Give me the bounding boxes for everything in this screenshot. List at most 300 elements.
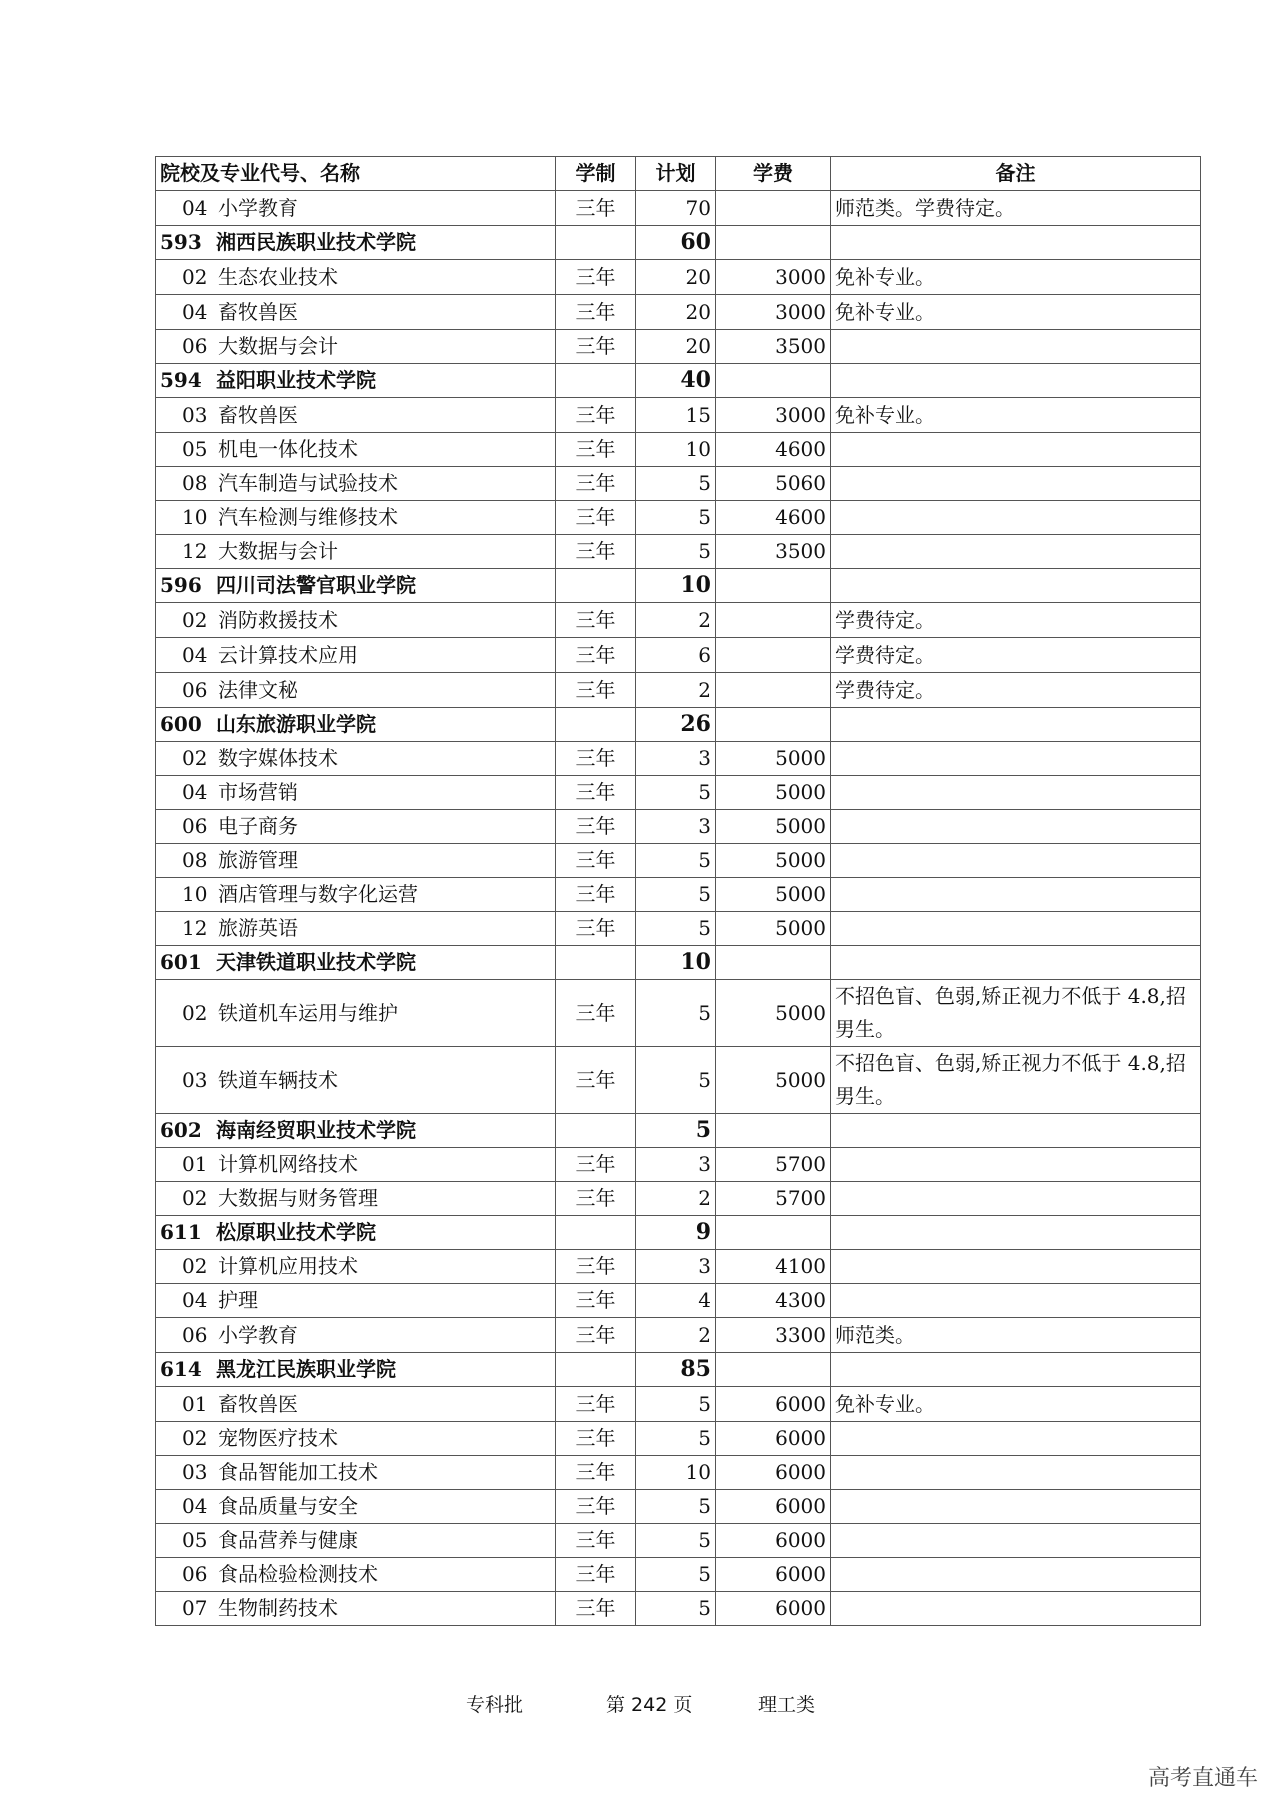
school-name: 天津铁道职业技术学院 xyxy=(216,950,416,974)
school-note-cell xyxy=(831,946,1201,980)
major-xuezhi: 三年 xyxy=(556,1387,636,1422)
major-xuezhi: 三年 xyxy=(556,1284,636,1318)
major-name: 计算机应用技术 xyxy=(218,1254,358,1278)
major-xuezhi: 三年 xyxy=(556,638,636,673)
major-fee: 4100 xyxy=(716,1250,831,1284)
major-code: 10 xyxy=(182,882,208,906)
major-row xyxy=(156,912,1201,946)
major-xuezhi: 三年 xyxy=(556,398,636,433)
major-code: 05 xyxy=(182,437,208,461)
major-name-cell xyxy=(156,1318,556,1353)
major-plan: 5 xyxy=(636,1387,716,1422)
major-name-cell xyxy=(156,810,556,844)
major-xuezhi: 三年 xyxy=(556,1318,636,1353)
major-code: 06 xyxy=(182,814,208,838)
major-row xyxy=(156,742,1201,776)
major-name: 食品质量与安全 xyxy=(218,1494,358,1518)
major-plan: 5 xyxy=(636,878,716,912)
major-fee: 3000 xyxy=(716,260,831,295)
school-row xyxy=(156,1353,1201,1387)
major-code: 04 xyxy=(182,299,208,324)
major-row xyxy=(156,980,1201,1047)
major-note xyxy=(831,1490,1201,1524)
major-code: 02 xyxy=(182,746,208,770)
major-note: 免补专业。 xyxy=(831,398,1201,433)
school-plan-total: 9 xyxy=(636,1216,716,1250)
school-fee-cell xyxy=(716,1353,831,1387)
major-fee: 4600 xyxy=(716,433,831,467)
major-name: 酒店管理与数字化运营 xyxy=(218,882,418,906)
school-name: 海南经贸职业技术学院 xyxy=(216,1118,416,1142)
major-fee: 5000 xyxy=(716,912,831,946)
major-name-cell xyxy=(156,260,556,295)
school-plan-total: 10 xyxy=(636,569,716,603)
major-note: 免补专业。 xyxy=(831,1387,1201,1422)
school-name-cell xyxy=(156,708,556,742)
major-plan: 2 xyxy=(636,1182,716,1216)
major-xuezhi: 三年 xyxy=(556,535,636,569)
major-note: 师范类。学费待定。 xyxy=(831,191,1201,226)
major-note xyxy=(831,467,1201,501)
major-fee xyxy=(716,673,831,708)
major-code: 02 xyxy=(182,607,208,632)
major-row xyxy=(156,1284,1201,1318)
major-note xyxy=(831,535,1201,569)
major-name-cell xyxy=(156,673,556,708)
major-row xyxy=(156,1148,1201,1182)
header-fee: 学费 xyxy=(716,157,831,191)
major-note xyxy=(831,844,1201,878)
school-xuezhi-cell xyxy=(556,226,636,260)
school-row xyxy=(156,569,1201,603)
major-name: 消防救援技术 xyxy=(218,607,338,632)
major-name: 畜牧兽医 xyxy=(218,1391,298,1416)
major-xuezhi: 三年 xyxy=(556,1524,636,1558)
major-name: 市场营销 xyxy=(218,780,298,804)
major-row xyxy=(156,673,1201,708)
school-xuezhi-cell xyxy=(556,1114,636,1148)
major-name: 小学教育 xyxy=(218,1322,298,1347)
major-fee: 6000 xyxy=(716,1490,831,1524)
school-plan-total: 10 xyxy=(636,946,716,980)
major-plan: 4 xyxy=(636,1284,716,1318)
school-xuezhi-cell xyxy=(556,569,636,603)
major-row xyxy=(156,1422,1201,1456)
major-name: 铁道机车运用与维护 xyxy=(218,1000,398,1025)
major-row xyxy=(156,638,1201,673)
school-fee-cell xyxy=(716,708,831,742)
school-xuezhi-cell xyxy=(556,946,636,980)
major-row xyxy=(156,1250,1201,1284)
major-xuezhi: 三年 xyxy=(556,1047,636,1114)
major-fee: 3000 xyxy=(716,295,831,330)
major-note: 学费待定。 xyxy=(831,638,1201,673)
major-row xyxy=(156,776,1201,810)
school-fee-cell xyxy=(716,1114,831,1148)
major-fee xyxy=(716,638,831,673)
major-xuezhi: 三年 xyxy=(556,673,636,708)
major-xuezhi: 三年 xyxy=(556,1558,636,1592)
major-plan: 2 xyxy=(636,603,716,638)
major-name: 小学教育 xyxy=(218,195,298,220)
major-plan: 20 xyxy=(636,295,716,330)
major-row xyxy=(156,1524,1201,1558)
major-fee: 6000 xyxy=(716,1524,831,1558)
major-row xyxy=(156,878,1201,912)
major-name-cell xyxy=(156,1490,556,1524)
major-xuezhi: 三年 xyxy=(556,330,636,364)
school-row xyxy=(156,226,1201,260)
school-name-cell xyxy=(156,226,556,260)
major-name-cell xyxy=(156,1422,556,1456)
school-name-cell xyxy=(156,569,556,603)
major-note: 学费待定。 xyxy=(831,673,1201,708)
major-name: 畜牧兽医 xyxy=(218,402,298,427)
major-xuezhi: 三年 xyxy=(556,912,636,946)
major-xuezhi: 三年 xyxy=(556,295,636,330)
watermark: 高考直通车 xyxy=(1147,1766,1258,1791)
major-code: 12 xyxy=(182,539,208,563)
school-name: 益阳职业技术学院 xyxy=(216,368,376,392)
school-name-cell xyxy=(156,946,556,980)
major-note xyxy=(831,1422,1201,1456)
major-fee: 6000 xyxy=(716,1558,831,1592)
major-xuezhi: 三年 xyxy=(556,1592,636,1626)
major-fee: 6000 xyxy=(716,1456,831,1490)
major-plan: 5 xyxy=(636,467,716,501)
major-name: 电子商务 xyxy=(218,814,298,838)
major-code: 10 xyxy=(182,505,208,529)
major-name-cell xyxy=(156,398,556,433)
school-name-cell xyxy=(156,1216,556,1250)
major-row xyxy=(156,1456,1201,1490)
major-fee: 4600 xyxy=(716,501,831,535)
major-xuezhi: 三年 xyxy=(556,1490,636,1524)
school-note-cell xyxy=(831,364,1201,398)
major-code: 05 xyxy=(182,1528,208,1552)
footer-category: 理工类 xyxy=(758,1694,816,1716)
major-plan: 3 xyxy=(636,1250,716,1284)
major-plan: 5 xyxy=(636,912,716,946)
major-name-cell xyxy=(156,1592,556,1626)
major-code: 03 xyxy=(182,402,208,427)
major-note xyxy=(831,912,1201,946)
major-code: 06 xyxy=(182,1322,208,1347)
major-note: 不招色盲、色弱,矫正视力不低于 4.8,招男生。 xyxy=(831,980,1201,1047)
major-plan: 5 xyxy=(636,501,716,535)
major-note xyxy=(831,1182,1201,1216)
header-plan: 计划 xyxy=(636,157,716,191)
major-code: 02 xyxy=(182,1186,208,1210)
school-name: 四川司法警官职业学院 xyxy=(216,573,416,597)
major-fee: 6000 xyxy=(716,1592,831,1626)
major-plan: 5 xyxy=(636,1558,716,1592)
major-code: 02 xyxy=(182,1000,208,1025)
major-fee: 5700 xyxy=(716,1182,831,1216)
school-code: 611 xyxy=(160,1220,202,1244)
major-xuezhi: 三年 xyxy=(556,433,636,467)
major-name: 机电一体化技术 xyxy=(218,437,358,461)
major-plan: 3 xyxy=(636,742,716,776)
major-note: 免补专业。 xyxy=(831,295,1201,330)
major-fee: 3000 xyxy=(716,398,831,433)
major-plan: 20 xyxy=(636,260,716,295)
major-plan: 6 xyxy=(636,638,716,673)
major-code: 03 xyxy=(182,1067,208,1092)
major-name-cell xyxy=(156,1047,556,1114)
major-note: 免补专业。 xyxy=(831,260,1201,295)
major-name-cell xyxy=(156,638,556,673)
major-plan: 5 xyxy=(636,1592,716,1626)
major-plan: 3 xyxy=(636,1148,716,1182)
major-plan: 5 xyxy=(636,1047,716,1114)
major-xuezhi: 三年 xyxy=(556,603,636,638)
major-row xyxy=(156,1318,1201,1353)
school-note-cell xyxy=(831,226,1201,260)
major-plan: 3 xyxy=(636,810,716,844)
major-code: 12 xyxy=(182,916,208,940)
major-name: 铁道车辆技术 xyxy=(218,1067,338,1092)
major-fee: 5700 xyxy=(716,1148,831,1182)
major-name-cell xyxy=(156,776,556,810)
major-note xyxy=(831,330,1201,364)
admission-plan-table xyxy=(155,156,1201,1626)
major-code: 04 xyxy=(182,642,208,667)
major-fee: 5060 xyxy=(716,467,831,501)
major-plan: 2 xyxy=(636,1318,716,1353)
school-code: 601 xyxy=(160,950,202,974)
major-row xyxy=(156,603,1201,638)
major-fee: 5000 xyxy=(716,810,831,844)
major-xuezhi: 三年 xyxy=(556,260,636,295)
major-xuezhi: 三年 xyxy=(556,1456,636,1490)
major-name-cell xyxy=(156,1456,556,1490)
school-code: 594 xyxy=(160,368,202,392)
school-note-cell xyxy=(831,1216,1201,1250)
major-name-cell xyxy=(156,501,556,535)
school-name: 湘西民族职业技术学院 xyxy=(216,230,416,254)
major-name: 大数据与会计 xyxy=(218,334,338,358)
school-plan-total: 40 xyxy=(636,364,716,398)
major-note xyxy=(831,776,1201,810)
major-note xyxy=(831,1558,1201,1592)
major-fee: 6000 xyxy=(716,1387,831,1422)
major-xuezhi: 三年 xyxy=(556,1148,636,1182)
major-row xyxy=(156,501,1201,535)
major-code: 04 xyxy=(182,1494,208,1518)
school-name: 黑龙江民族职业学院 xyxy=(216,1357,396,1381)
major-fee: 5000 xyxy=(716,844,831,878)
school-xuezhi-cell xyxy=(556,708,636,742)
major-row xyxy=(156,1182,1201,1216)
major-name-cell xyxy=(156,535,556,569)
school-plan-total: 85 xyxy=(636,1353,716,1387)
major-note: 不招色盲、色弱,矫正视力不低于 4.8,招男生。 xyxy=(831,1047,1201,1114)
school-row xyxy=(156,1216,1201,1250)
major-name: 旅游英语 xyxy=(218,916,298,940)
major-xuezhi: 三年 xyxy=(556,1182,636,1216)
school-code: 600 xyxy=(160,712,202,736)
major-row xyxy=(156,535,1201,569)
major-name: 宠物医疗技术 xyxy=(218,1426,338,1450)
major-name: 食品智能加工技术 xyxy=(218,1460,378,1484)
school-row xyxy=(156,364,1201,398)
major-plan: 15 xyxy=(636,398,716,433)
major-code: 04 xyxy=(182,780,208,804)
major-plan: 5 xyxy=(636,1422,716,1456)
major-code: 04 xyxy=(182,1288,208,1312)
school-fee-cell xyxy=(716,364,831,398)
major-name-cell xyxy=(156,878,556,912)
major-name-cell xyxy=(156,295,556,330)
school-note-cell xyxy=(831,708,1201,742)
school-plan-total: 5 xyxy=(636,1114,716,1148)
school-name: 山东旅游职业学院 xyxy=(216,712,376,736)
school-name-cell xyxy=(156,1114,556,1148)
major-row xyxy=(156,330,1201,364)
major-note xyxy=(831,433,1201,467)
major-xuezhi: 三年 xyxy=(556,1250,636,1284)
major-plan: 5 xyxy=(636,844,716,878)
major-row xyxy=(156,1490,1201,1524)
school-code: 593 xyxy=(160,230,202,254)
school-fee-cell xyxy=(716,569,831,603)
major-xuezhi: 三年 xyxy=(556,980,636,1047)
major-name: 汽车检测与维修技术 xyxy=(218,505,398,529)
major-name-cell xyxy=(156,330,556,364)
major-note xyxy=(831,878,1201,912)
school-xuezhi-cell xyxy=(556,1353,636,1387)
school-row xyxy=(156,1114,1201,1148)
major-code: 08 xyxy=(182,471,208,495)
school-fee-cell xyxy=(716,946,831,980)
major-note xyxy=(831,1592,1201,1626)
major-name-cell xyxy=(156,1250,556,1284)
major-xuezhi: 三年 xyxy=(556,742,636,776)
major-fee: 3500 xyxy=(716,535,831,569)
major-plan: 5 xyxy=(636,776,716,810)
major-name-cell xyxy=(156,980,556,1047)
major-note xyxy=(831,742,1201,776)
major-name-cell xyxy=(156,1148,556,1182)
major-name-cell xyxy=(156,844,556,878)
major-name: 食品检验检测技术 xyxy=(218,1562,378,1586)
major-code: 02 xyxy=(182,1254,208,1278)
school-code: 614 xyxy=(160,1357,202,1381)
major-note xyxy=(831,1524,1201,1558)
major-fee: 5000 xyxy=(716,980,831,1047)
major-fee xyxy=(716,191,831,226)
major-fee: 3300 xyxy=(716,1318,831,1353)
major-name-cell xyxy=(156,1182,556,1216)
major-plan: 5 xyxy=(636,1524,716,1558)
major-note xyxy=(831,1250,1201,1284)
major-plan: 10 xyxy=(636,433,716,467)
school-name-cell xyxy=(156,364,556,398)
major-code: 02 xyxy=(182,1426,208,1450)
major-code: 06 xyxy=(182,677,208,702)
school-xuezhi-cell xyxy=(556,364,636,398)
major-note xyxy=(831,1148,1201,1182)
major-xuezhi: 三年 xyxy=(556,878,636,912)
major-plan: 2 xyxy=(636,673,716,708)
school-note-cell xyxy=(831,1114,1201,1148)
major-plan: 70 xyxy=(636,191,716,226)
major-name-cell xyxy=(156,603,556,638)
major-row xyxy=(156,844,1201,878)
major-name-cell xyxy=(156,1387,556,1422)
school-note-cell xyxy=(831,569,1201,603)
header-name: 院校及专业代号、名称 xyxy=(156,157,556,191)
major-row xyxy=(156,260,1201,295)
table-header-row xyxy=(156,157,1201,191)
major-xuezhi: 三年 xyxy=(556,501,636,535)
major-fee: 6000 xyxy=(716,1422,831,1456)
major-code: 08 xyxy=(182,848,208,872)
major-fee: 5000 xyxy=(716,742,831,776)
major-name: 汽车制造与试验技术 xyxy=(218,471,398,495)
major-note: 学费待定。 xyxy=(831,603,1201,638)
school-fee-cell xyxy=(716,1216,831,1250)
school-plan-total: 60 xyxy=(636,226,716,260)
major-code: 04 xyxy=(182,195,208,220)
major-code: 06 xyxy=(182,334,208,358)
major-fee: 3500 xyxy=(716,330,831,364)
header-xuezhi: 学制 xyxy=(556,157,636,191)
major-row xyxy=(156,433,1201,467)
school-row xyxy=(156,946,1201,980)
major-name: 旅游管理 xyxy=(218,848,298,872)
major-name: 生态农业技术 xyxy=(218,264,338,289)
major-note xyxy=(831,810,1201,844)
major-xuezhi: 三年 xyxy=(556,1422,636,1456)
major-row xyxy=(156,191,1201,226)
major-name-cell xyxy=(156,433,556,467)
major-name: 大数据与会计 xyxy=(218,539,338,563)
major-fee: 4300 xyxy=(716,1284,831,1318)
school-xuezhi-cell xyxy=(556,1216,636,1250)
major-xuezhi: 三年 xyxy=(556,776,636,810)
major-name-cell xyxy=(156,1284,556,1318)
footer-batch: 专科批 xyxy=(466,1694,524,1716)
major-name-cell xyxy=(156,467,556,501)
major-row xyxy=(156,295,1201,330)
major-note xyxy=(831,1284,1201,1318)
major-xuezhi: 三年 xyxy=(556,810,636,844)
major-plan: 5 xyxy=(636,1490,716,1524)
major-xuezhi: 三年 xyxy=(556,191,636,226)
major-name: 云计算技术应用 xyxy=(218,642,358,667)
major-plan: 10 xyxy=(636,1456,716,1490)
major-code: 02 xyxy=(182,264,208,289)
major-plan: 5 xyxy=(636,980,716,1047)
major-plan: 20 xyxy=(636,330,716,364)
school-name: 松原职业技术学院 xyxy=(216,1220,376,1244)
major-row xyxy=(156,810,1201,844)
major-row xyxy=(156,1558,1201,1592)
school-fee-cell xyxy=(716,226,831,260)
major-plan: 5 xyxy=(636,535,716,569)
major-xuezhi: 三年 xyxy=(556,467,636,501)
major-code: 01 xyxy=(182,1391,208,1416)
major-name: 护理 xyxy=(218,1288,258,1312)
major-xuezhi: 三年 xyxy=(556,844,636,878)
major-name: 生物制药技术 xyxy=(218,1596,338,1620)
major-row xyxy=(156,1387,1201,1422)
major-name-cell xyxy=(156,1524,556,1558)
major-name: 数字媒体技术 xyxy=(218,746,338,770)
footer-page-number: 第 242 页 xyxy=(606,1694,693,1716)
